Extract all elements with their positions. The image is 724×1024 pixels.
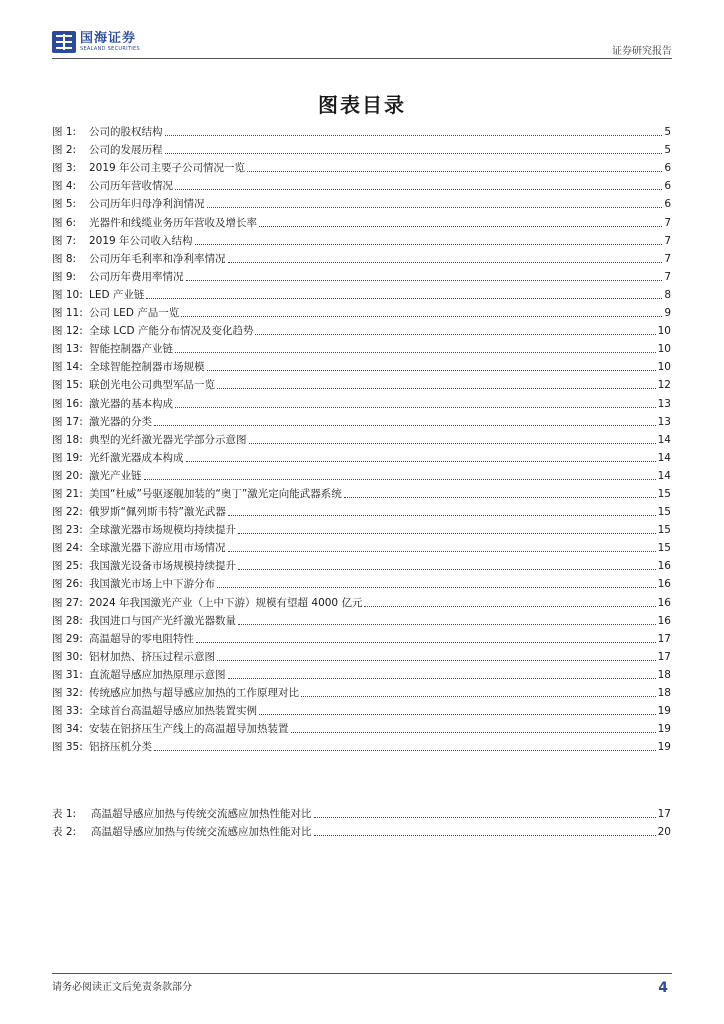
- dot-leader: [247, 171, 662, 172]
- sealand-logo-icon: [52, 31, 76, 53]
- dot-leader: [175, 407, 656, 408]
- dot-leader: [301, 696, 656, 697]
- dot-leader: [259, 226, 662, 227]
- entry-label: 图 22:: [52, 506, 83, 519]
- figure-entry[interactable]: [52, 555, 671, 573]
- entry-page-number: 18: [657, 687, 671, 699]
- entry-label: 图 24:: [52, 542, 83, 555]
- entry-label: 图 4:: [52, 180, 77, 193]
- figure-entry[interactable]: [52, 700, 671, 718]
- logo-chinese-name: 国海证券: [80, 30, 137, 46]
- entry-label: 图 27:: [52, 596, 83, 609]
- entry-title: 全球激光器下游应用市场情况: [89, 542, 226, 555]
- page-header: [0, 0, 724, 62]
- entry-title: 公司历年归母净利润情况: [89, 198, 205, 211]
- figure-entry[interactable]: [52, 266, 671, 284]
- figure-entry[interactable]: [52, 628, 671, 646]
- dot-leader: [364, 606, 655, 607]
- entry-title: 全球首台高温超导感应加热装置实例: [89, 705, 257, 718]
- entry-page-number: 17: [657, 808, 671, 821]
- entry-title: 俄罗斯“佩列斯韦特”激光武器: [89, 506, 226, 519]
- table-entry[interactable]: [52, 821, 671, 839]
- figure-entry[interactable]: [52, 573, 671, 591]
- entry-title: 传统感应加热与超导感应加热的工作原理对比: [89, 687, 299, 699]
- entry-title: LED 产业链: [89, 288, 145, 301]
- figure-entry[interactable]: [52, 411, 671, 429]
- dot-leader: [195, 244, 663, 245]
- entry-page-number: 15: [657, 487, 671, 500]
- entry-page-number: 10: [657, 361, 671, 374]
- dot-leader: [154, 425, 656, 426]
- entry-label: 图 29:: [52, 632, 83, 645]
- entry-title: 激光器的基本构成: [89, 397, 173, 410]
- entry-title: 公司的股权结构: [89, 126, 163, 139]
- dot-leader: [228, 678, 656, 679]
- entry-label: 表 2:: [52, 826, 77, 839]
- entry-page-number: 15: [657, 506, 671, 519]
- entry-title: 高温超导的零电阻特性: [89, 632, 194, 645]
- entry-title: 高温超导感应加热与传统交流感应加热性能对比: [91, 808, 312, 821]
- entry-label: 图 3:: [52, 162, 77, 175]
- entry-label: 图 34:: [52, 723, 83, 736]
- figure-entry[interactable]: [52, 537, 671, 555]
- footer-divider: [52, 973, 672, 974]
- figure-entry[interactable]: [52, 374, 671, 392]
- entry-page-number: 5: [664, 126, 671, 139]
- entry-page-number: 13: [657, 415, 671, 428]
- entry-label: 图 33:: [52, 705, 83, 718]
- entry-title: 全球 LCD 产能分布情况及变化趋势: [89, 325, 254, 338]
- dot-leader: [238, 569, 656, 570]
- entry-label: 图 2:: [52, 144, 77, 157]
- dot-leader: [207, 207, 663, 208]
- entry-label: 图 31:: [52, 668, 83, 681]
- entry-label: 图 13:: [52, 343, 83, 356]
- entry-page-number: 9: [664, 307, 671, 320]
- figure-entry[interactable]: [52, 501, 671, 519]
- entry-page-number: 16: [657, 578, 671, 591]
- entry-page-number: 16: [657, 596, 671, 609]
- dot-leader: [165, 153, 663, 154]
- entry-title: 全球激光器市场规模均持续提升: [89, 524, 236, 537]
- dot-leader: [217, 388, 656, 389]
- entry-title: 光纤激光器成本构成: [89, 451, 184, 464]
- entry-title: 铝挤压机分类: [89, 741, 152, 754]
- page-number: 4: [658, 980, 668, 996]
- entry-label: 图 10:: [52, 288, 83, 301]
- logo-english-name: SEALAND SECURITIES: [80, 45, 140, 52]
- figure-entry[interactable]: [52, 338, 671, 356]
- entry-label: 图 18:: [52, 433, 83, 446]
- dot-leader: [238, 624, 656, 625]
- dot-leader: [228, 515, 656, 516]
- dot-leader: [228, 262, 663, 263]
- dot-leader: [207, 370, 656, 371]
- dot-leader: [228, 551, 656, 552]
- entry-page-number: 10: [657, 343, 671, 356]
- entry-page-number: 6: [664, 180, 671, 193]
- entry-title: 公司历年费用率情况: [89, 270, 184, 283]
- entry-label: 图 17:: [52, 415, 83, 428]
- disclaimer-note: 请务必阅读正文后免责条款部分: [52, 982, 192, 993]
- entry-title: 2019 年公司主要子公司情况一览: [89, 162, 246, 175]
- figure-list: [52, 121, 671, 754]
- figure-entry[interactable]: [52, 646, 671, 664]
- dot-leader: [146, 298, 662, 299]
- figure-entry[interactable]: [52, 356, 671, 374]
- entry-label: 图 28:: [52, 614, 83, 627]
- page-title: 图表目录: [318, 93, 406, 117]
- dot-leader: [259, 714, 656, 715]
- entry-title: 公司 LED 产品一览: [89, 307, 180, 320]
- entry-title: 联创光电公司典型军品一览: [89, 379, 215, 392]
- figure-entry[interactable]: [52, 429, 671, 447]
- entry-label: 图 35:: [52, 741, 83, 754]
- figure-entry[interactable]: [52, 211, 671, 229]
- figure-entry[interactable]: [52, 465, 671, 483]
- figure-entry[interactable]: [52, 664, 671, 682]
- dot-leader: [238, 533, 656, 534]
- figure-entry[interactable]: [52, 157, 671, 175]
- entry-label: 图 7:: [52, 234, 77, 247]
- entry-page-number: 15: [657, 542, 671, 555]
- entry-page-number: 19: [657, 705, 671, 718]
- entry-label: 图 16:: [52, 397, 83, 410]
- figure-entry[interactable]: [52, 139, 671, 157]
- figure-entry[interactable]: [52, 682, 671, 700]
- figure-entry[interactable]: [52, 392, 671, 410]
- entry-page-number: 17: [657, 650, 671, 663]
- entry-page-number: 19: [657, 723, 671, 736]
- dot-leader: [344, 497, 656, 498]
- dot-leader: [186, 280, 663, 281]
- entry-page-number: 13: [657, 397, 671, 410]
- entry-page-number: 15: [657, 524, 671, 537]
- entry-title: 公司历年营收情况: [89, 180, 173, 193]
- dot-leader: [175, 352, 656, 353]
- entry-page-number: 6: [664, 198, 671, 211]
- entry-title: 公司历年毛利率和净利率情况: [89, 252, 226, 265]
- entry-title: 铝材加热、挤压过程示意图: [89, 650, 215, 663]
- entry-label: 图 32:: [52, 687, 83, 699]
- entry-label: 图 23:: [52, 524, 83, 537]
- entry-page-number: 17: [657, 632, 671, 645]
- figure-entry[interactable]: [52, 193, 671, 211]
- figure-entry[interactable]: [52, 175, 671, 193]
- figure-entry[interactable]: [52, 610, 671, 628]
- entry-page-number: 7: [664, 252, 671, 265]
- figure-entry[interactable]: [52, 320, 671, 338]
- entry-title: 高温超导感应加热与传统交流感应加热性能对比: [91, 826, 312, 839]
- dot-leader: [217, 660, 656, 661]
- entry-label: 表 1:: [52, 808, 77, 821]
- dot-leader: [255, 334, 655, 335]
- dot-leader: [291, 732, 656, 733]
- entry-title: 直流超导感应加热原理示意图: [89, 668, 226, 681]
- table-list: [52, 803, 671, 839]
- entry-title: 公司的发展历程: [89, 144, 163, 157]
- dot-leader: [186, 461, 656, 462]
- entry-page-number: 10: [657, 325, 671, 338]
- entry-title: 激光产业链: [89, 469, 142, 482]
- entry-title: 光器件和线缆业务历年营收及增长率: [89, 216, 257, 229]
- entry-label: 图 19:: [52, 451, 83, 464]
- entry-title: 美国“杜威”号驱逐舰加装的“奥丁”激光定向能武器系统: [89, 487, 342, 500]
- entry-title: 典型的光纤激光器光学部分示意图: [89, 433, 247, 446]
- figure-entry[interactable]: [52, 591, 671, 609]
- dot-leader: [217, 587, 656, 588]
- figure-entry[interactable]: [52, 284, 671, 302]
- report-type-label: 证券研究报告: [612, 46, 672, 57]
- entry-label: 图 30:: [52, 650, 83, 663]
- figure-entry[interactable]: [52, 736, 671, 754]
- entry-title: 我国激光市场上中下游分布: [89, 578, 215, 591]
- dot-leader: [154, 750, 656, 751]
- entry-label: 图 26:: [52, 578, 83, 591]
- entry-page-number: 5: [664, 144, 671, 157]
- entry-title: 我国进口与国产光纤激光器数量: [89, 614, 236, 627]
- figure-entry[interactable]: [52, 121, 671, 139]
- entry-label: 图 14:: [52, 361, 83, 374]
- figure-entry[interactable]: [52, 483, 671, 501]
- entry-label: 图 12:: [52, 325, 83, 338]
- table-entry[interactable]: [52, 803, 671, 821]
- entry-label: 图 21:: [52, 487, 83, 500]
- entry-page-number: 7: [664, 216, 671, 229]
- entry-label: 图 9:: [52, 270, 77, 283]
- entry-page-number: 14: [657, 469, 671, 482]
- entry-label: 图 11:: [52, 307, 83, 320]
- dot-leader: [249, 443, 656, 444]
- dot-leader: [144, 479, 656, 480]
- figure-entry[interactable]: [52, 447, 671, 465]
- figure-entry[interactable]: [52, 302, 671, 320]
- company-logo: [52, 31, 140, 53]
- figure-entry[interactable]: [52, 519, 671, 537]
- dot-leader: [314, 817, 656, 818]
- figure-entry[interactable]: [52, 230, 671, 248]
- entry-label: 图 20:: [52, 469, 83, 482]
- entry-title: 全球智能控制器市场规模: [89, 361, 205, 374]
- entry-label: 图 15:: [52, 379, 83, 392]
- entry-label: 图 6:: [52, 216, 77, 229]
- figure-entry[interactable]: [52, 248, 671, 266]
- entry-page-number: 7: [664, 270, 671, 283]
- entry-page-number: 6: [664, 162, 671, 175]
- entry-page-number: 18: [657, 668, 671, 681]
- dot-leader: [181, 316, 662, 317]
- figure-entry[interactable]: [52, 718, 671, 736]
- entry-page-number: 14: [657, 433, 671, 446]
- entry-page-number: 16: [657, 560, 671, 573]
- entry-label: 图 8:: [52, 252, 77, 265]
- entry-page-number: 8: [664, 288, 671, 301]
- entry-title: 我国激光设备市场规模持续提升: [89, 560, 236, 573]
- entry-page-number: 19: [657, 741, 671, 754]
- entry-label: 图 25:: [52, 560, 83, 573]
- entry-page-number: 12: [657, 379, 671, 392]
- entry-label: 图 1:: [52, 126, 77, 139]
- entry-page-number: 16: [657, 614, 671, 627]
- entry-label: 图 5:: [52, 198, 77, 211]
- dot-leader: [314, 835, 656, 836]
- entry-page-number: 20: [657, 826, 671, 839]
- entry-title: 安装在铝挤压生产线上的高温超导加热装置: [89, 723, 289, 736]
- entry-page-number: 14: [657, 451, 671, 464]
- entry-page-number: 7: [664, 234, 671, 247]
- header-divider: [52, 58, 672, 59]
- entry-title: 2024 年我国激光产业（上中下游）规模有望超 4000 亿元: [89, 596, 363, 609]
- entry-title: 智能控制器产业链: [89, 343, 173, 356]
- entry-title: 2019 年公司收入结构: [89, 234, 193, 247]
- dot-leader: [165, 135, 663, 136]
- dot-leader: [175, 189, 662, 190]
- entry-title: 激光器的分类: [89, 415, 152, 428]
- dot-leader: [196, 642, 656, 643]
